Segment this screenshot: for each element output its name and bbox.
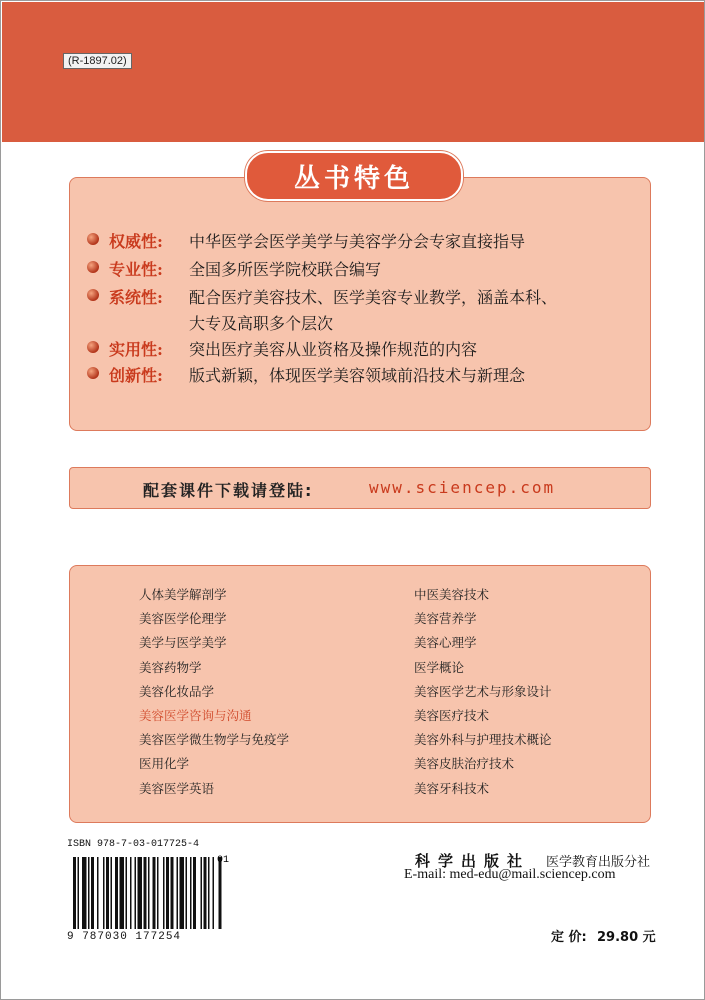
barcode-bar (130, 857, 132, 929)
barcode-bar (166, 857, 169, 929)
book-title: 美容医学艺术与形象设计 (414, 683, 552, 699)
feature-text: 配合医疗美容技术、医学美容专业教学，涵盖本科、 (189, 288, 558, 307)
barcode-bar (73, 857, 76, 929)
download-label: 配套课件下载请登陆: (143, 481, 314, 500)
publisher-name: 科学出版社 (415, 852, 531, 870)
barcode-bar (135, 857, 137, 929)
download-link[interactable]: www.sciencep.com (369, 478, 556, 497)
feature-label: 实用性: (109, 340, 163, 359)
barcode-bar (153, 857, 156, 929)
barcode-bar (201, 857, 203, 929)
barcode-bar (190, 857, 192, 929)
barcode-bar (120, 857, 125, 929)
barcode-bar (111, 857, 113, 929)
bullet-icon (87, 289, 99, 301)
book-title: 美容药物学 (139, 659, 202, 675)
barcode-bar (144, 857, 147, 929)
book-title: 美容医学微生物学与免疫学 (139, 732, 290, 748)
book-title: 人体美学解剖学 (139, 587, 227, 602)
feature-label: 专业性: (109, 260, 163, 279)
feature-label: 创新性: (109, 366, 163, 385)
publisher-branch: 医学教育出版分社 (546, 855, 651, 870)
price-value: 29.80 元 (597, 930, 656, 945)
barcode-bar (204, 857, 207, 929)
barcode-bar (163, 857, 165, 929)
barcode-bar (97, 857, 99, 929)
barcode-bar (177, 857, 179, 929)
feature-text: 版式新颖，体现医学美容领域前沿技术与新理念 (189, 366, 526, 385)
features-title: 丛书特色 (245, 151, 463, 201)
book-title: 中医美容技术 (414, 587, 490, 602)
book-title: 美容医学英语 (139, 780, 215, 796)
feature-text: 中华医学会医学美学与美容学分会专家直接指导 (189, 232, 526, 251)
barcode-bar (103, 857, 105, 929)
barcode-bar (180, 857, 185, 929)
isbn-barcode (67, 839, 273, 943)
barcode-icon (71, 857, 269, 929)
bullet-icon (87, 367, 99, 379)
feature-text: 突出医疗美容从业资格及操作规范的内容 (189, 340, 478, 359)
book-title: 美容医疗技术 (414, 708, 490, 723)
barcode-bar (148, 857, 150, 929)
book-title: 美容外科与护理技术概论 (414, 732, 552, 748)
book-title: 美容心理学 (414, 635, 477, 651)
publisher-email[interactable]: E-mail: med-edu@mail.sciencep.com (404, 867, 616, 882)
feature-text-continued: 大专及高职多个层次 (189, 314, 334, 333)
price-label: 定 价: (551, 930, 587, 945)
barcode-bar (171, 857, 174, 929)
book-title: 医学概论 (414, 659, 465, 675)
barcode-bar (78, 857, 80, 929)
barcode-bar (106, 857, 109, 929)
book-title: 美容化妆品学 (139, 683, 215, 699)
book-title: 医用化学 (139, 756, 190, 772)
book-title: 美容牙科技术 (414, 780, 490, 796)
barcode-bar (91, 857, 94, 929)
barcode-bar (193, 857, 196, 929)
barcode-bar (157, 857, 159, 929)
barcode-bar (138, 857, 143, 929)
isbn-number: ISBN 978-7-03-017725-4 (67, 839, 200, 850)
barcode-bar (88, 857, 90, 929)
bullet-icon (87, 233, 99, 245)
barcode-digits: 9 787030 177254 (67, 931, 182, 943)
catalog-code: (R-1897.02) (63, 53, 132, 69)
book-title: 美学与医学美学 (139, 635, 227, 651)
barcode-bar (208, 857, 210, 929)
barcode-bar (219, 857, 222, 929)
book-title: 美容医学伦理学 (139, 611, 227, 627)
bullet-icon (87, 261, 99, 273)
book-title: 美容营养学 (414, 611, 477, 627)
barcode-bar (186, 857, 188, 929)
barcode-bar (213, 857, 215, 929)
barcode-bar (126, 857, 128, 929)
barcode-bar (115, 857, 118, 929)
book-title: 美容皮肤治疗技术 (414, 756, 515, 772)
book-title: 美容医学咨询与沟通 (139, 708, 252, 723)
barcode-bar (82, 857, 87, 929)
top-color-band (2, 2, 705, 142)
feature-label: 系统性: (109, 288, 163, 307)
feature-label: 权威性: (109, 232, 163, 251)
barcode-addon: 01 (217, 855, 230, 866)
bullet-icon (87, 341, 99, 353)
feature-text: 全国多所医学院校联合编写 (189, 260, 382, 279)
